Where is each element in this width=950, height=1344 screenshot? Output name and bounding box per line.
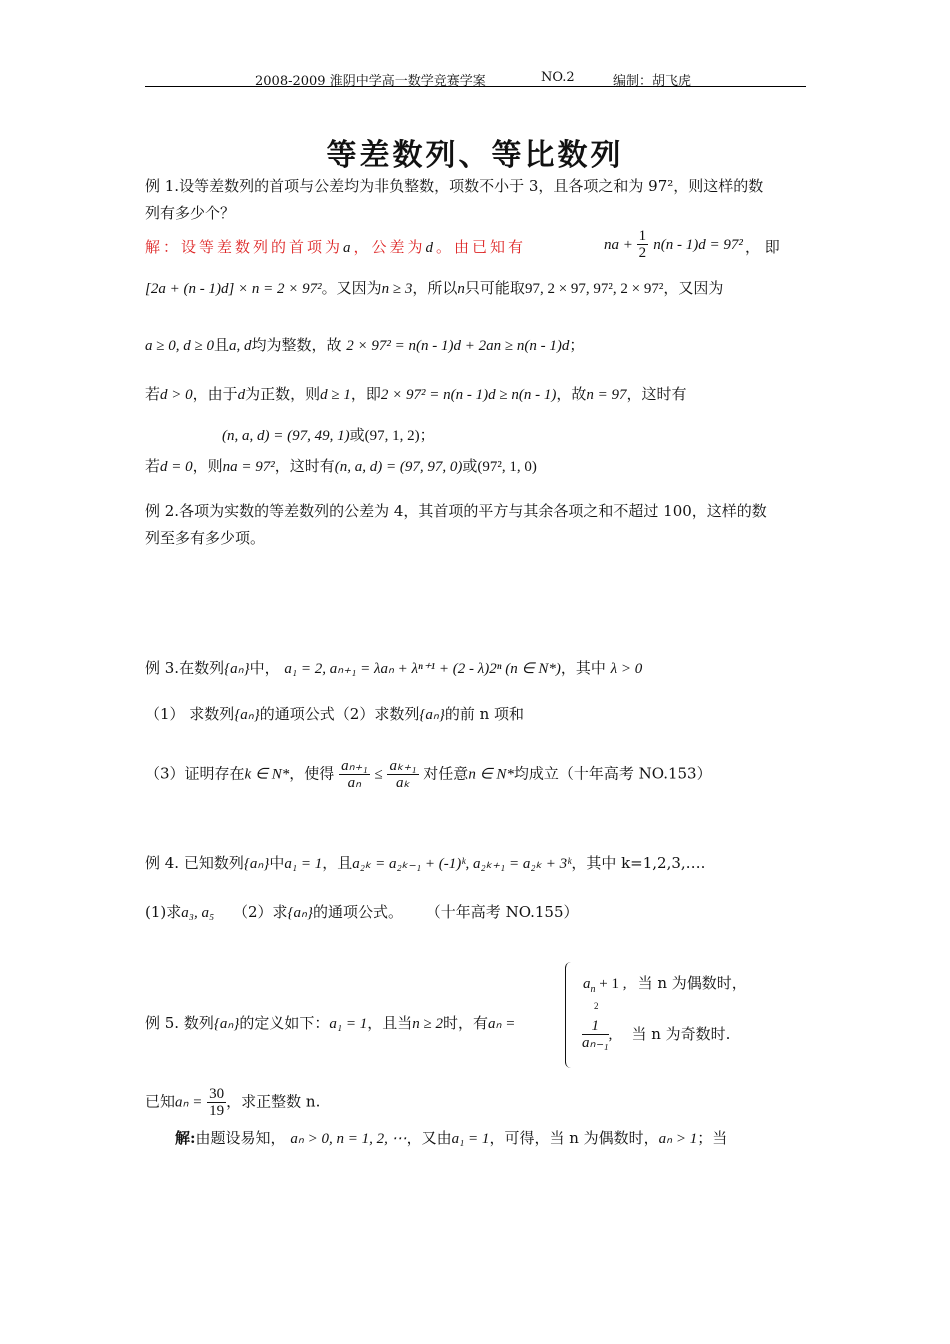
ex1-line-eq3 [145,335,584,356]
ex1-youyin2: ，又因为 [663,279,724,297]
ex5-ask: ，求正整数 n. [226,1092,321,1111]
ex4-seq: {aₙ} [243,856,270,872]
ex4-zhong: 中 [269,854,285,872]
ex5-nge2: n ≥ 2 [412,1016,443,1032]
ex3-le: ≤ [374,766,383,783]
header-number: NO.2 [541,70,575,85]
ex3-seq3: {aₙ} [419,707,445,723]
ex1-eq3: 2 × 97² = n(n - 1)d + 2an ≥ n(n - 1)d [346,338,570,354]
ex3-p1b: 的通项公式（2）求数列 [259,705,420,723]
ex1-qie: 且 [213,336,229,354]
ex5-qie: ，且当 [367,1014,413,1032]
ex3-p1: （1） 求数列 [145,705,235,723]
ex4-line2 [145,902,579,923]
ex4-p2b: 的通项公式。 [313,903,404,921]
ex5-case1-text: 当 n 为偶数时， [637,974,747,992]
ex1-na97: na = 97² [222,459,275,475]
ex1-zhe2: ，这时有 [274,457,335,475]
ex3-seq2: {aₙ} [234,707,260,723]
ex1-gu: ，故 [556,385,587,403]
ex1-semi2: ； [419,426,435,444]
ex5-dang: ；当 [697,1129,728,1147]
ex4-a1: a₁ = 1 [284,856,323,872]
ex3-qizhong: ，其中 [560,659,606,677]
ex5-line2 [145,1086,320,1119]
ex1-ji2: ，即 [350,385,381,403]
ex4-qie: ，且 [322,854,353,872]
ex3-kN: k ∈ N* [244,766,290,783]
ex3-p1c: 的前 n 项和 [444,705,525,723]
ex5-lead: 例 5. 数列 [145,1014,214,1032]
ex1-d0: d = 0 [160,459,193,475]
ex1-zhe: ，这时有 [626,385,687,403]
ex1-n: n [457,281,465,297]
ex4-p2: （2）求 [232,903,288,921]
ex1-eq1-b: n(n - 1)d = 97² [653,237,743,253]
ex5-seq: {aₙ} [213,1016,240,1032]
ex4-src: （十年高考 NO.155） [425,903,579,921]
ex1-huo: 或 [349,426,365,444]
ex5-an: aₙ = [487,1016,516,1032]
ex1-huo2: 或 [462,457,478,475]
ex1-ncond: n ≥ 3 [381,281,413,297]
ex4-p1: (1)求 [145,903,182,921]
ex5-case2-text: 当 n 为奇数时. [631,1025,731,1043]
ex1-sol-label: 解：设等差数列的首项为 [145,238,344,256]
ex1-zhengshu: 为正数，则 [245,385,321,403]
ex1-youyu: ，由于 [192,385,238,403]
header-rule [145,86,806,87]
ex1-eq1 [604,228,743,261]
ex1-line1: 例 1.设等差数列的首项与公差均为非负整数，项数不小于 3，且各项之和为 97²，则这样的数 [145,177,764,195]
ex1-eq1-half: $\frac{1}{2}$ [638,228,647,261]
ex2-line2: 列至多有多少项。 [145,529,266,547]
ex3-frac-right: $\frac{\text{aₖ₊₁}}{\text{aₖ}}$ [389,758,417,791]
ex3-lead: 例 3.在数列 [145,659,225,677]
ex1-ji: ， 即 [745,238,780,256]
ex1-line-d0 [145,456,537,477]
ex1-eq1-a: na + [604,237,637,253]
ex1-ad: a, d [228,338,252,354]
ex1-res3: (n, a, d) = (97, 97, 0) [334,459,463,475]
ex5-piecewise-brace [565,962,576,1068]
ex1-youyin: 。又因为 [321,279,382,297]
header-editor: 编制：胡飞虎 [613,74,692,89]
ex3-lambda: λ > 0 [610,661,643,677]
ex1-sol-d: d [425,240,437,256]
ex1-res2: (97, 1, 2) [364,428,420,444]
ex5-kede: ，可得，当 n 为偶数时， [489,1129,659,1147]
ex1-d2: d [237,387,246,403]
ex5-known: 已知 [145,1092,176,1111]
ex1-dpos: d > 0 [160,387,193,403]
ex1-intg: 均为整数，故 [251,336,342,354]
ex4-a35: a₃, a₅ [181,905,215,921]
ex5-def: 的定义如下： [239,1014,330,1032]
ex1-vals: 97, 2 × 97, 97², 2 × 97² [524,281,664,297]
ex1-sol-known: 。由已知有 [436,238,527,256]
ex3-renyi: 对任意 [423,764,469,783]
ex1-suoyi: ，所以 [412,279,458,297]
ex1-cond3: a ≥ 0, d ≥ 0 [145,338,214,354]
ex1-res1: (n, a, d) = (97, 49, 1) [222,428,350,444]
ex3-line3 [145,758,712,791]
ex4-formula: a₂ₖ = a₂ₖ₋₁ + (-1)ᵏ, a₂ₖ₊₁ = a₂ₖ + 3ᵏ [352,856,572,872]
ex1-ruo: 若 [145,385,161,403]
ex4-line1 [145,853,705,874]
ex5-an2: aₙ = [175,1094,203,1111]
ex3-p3: （3）证明存在 [145,764,245,783]
ex5-a1: a₁ = 1 [329,1016,368,1032]
ex5-youyou: ，又由 [406,1129,452,1147]
ex1-sol-a: a [343,240,354,256]
header-course: 2008-2009 淮阴中学高一数学竞赛学案 [255,74,486,89]
ex5-case1-b: + 1 , [595,976,627,992]
ex2-line1: 例 2.各项为实数的等差数列的公差为 4，其首项的平方与其余各项之和不超过 100，这样的数 [145,502,767,520]
ex3-nN: n ∈ N* [468,766,514,783]
ex5-case2-frac: $\frac{1}{\text{aₙ₋₁}}$ [582,1018,609,1051]
ex3-seq: {aₙ} [224,661,250,677]
ex4-seq2: {aₙ} [287,905,313,921]
ex5-case1-sub2: 2 [594,1001,599,1011]
ex5-sol: 解: [175,1129,196,1147]
ex1-only: 只可能取 [464,279,525,297]
ex5-frac: $\frac{30}{19}$ [209,1086,225,1119]
ex3-frac-left: $\frac{\text{aₙ₊₁}}{\text{aₙ}}$ [341,758,368,791]
ex1-line-eq2 [145,278,723,299]
ex1-ze: ，则 [192,457,223,475]
page-title: 等差数列、等比数列 [326,138,624,173]
ex5-a1b: a₁ = 1 [451,1131,490,1147]
ex4-lead: 例 4. 已知数列 [145,854,244,872]
ex5-line1 [145,1013,515,1034]
ex3-line1 [145,658,642,679]
ex5-case1 [583,973,747,995]
ex5-case2: $\frac{1}{\text{aₙ₋₁}}$ , 当 n 为奇数时. [582,1018,731,1051]
ex4-k: ，其中 k=1,2,3,…. [571,854,706,872]
ex1-line-eq4 [145,384,687,405]
ex1-eq2: [2a + (n - 1)d] × n = 2 × 97² [145,281,322,297]
ex5-angt: aₙ > 1 [658,1131,698,1147]
ex3-line2 [145,704,524,725]
ex1-eq4: 2 × 97² = n(n - 1)d ≥ n(n - 1) [380,387,557,403]
ex1-dge1: d ≥ 1 [320,387,351,403]
ex5-sol1: 由题设易知， [195,1129,286,1147]
ex3-formula: a₁ = 2, aₙ₊₁ = λaₙ + λⁿ⁺¹ + (2 - λ)2ⁿ (n ∈ N*) [284,661,561,677]
ex1-sol-mid: ，公差为 [353,238,426,256]
ex1-res4: (97², 1, 0) [477,459,537,475]
ex1-n97: n = 97 [586,387,627,403]
ex3-zhong: 中， [249,659,280,677]
ex1-solution-intro [145,237,526,258]
ex3-cheng: 均成立（十年高考 NO.153） [513,764,712,783]
ex5-case1-a: a [583,976,591,992]
ex5-cond: aₙ > 0, n = 1, 2, ⋯ [290,1131,407,1147]
ex3-shide: ，使得 [289,764,335,783]
ex1-line-res [222,425,435,446]
ex5-case1-sub: n [590,984,596,995]
ex1-line2: 列有多少个？ [145,204,236,222]
ex5-line3 [175,1128,727,1149]
ex1-semi: ； [569,336,585,354]
ex1-ruo2: 若 [145,457,161,475]
ex5-shi: 时，有 [442,1014,488,1032]
